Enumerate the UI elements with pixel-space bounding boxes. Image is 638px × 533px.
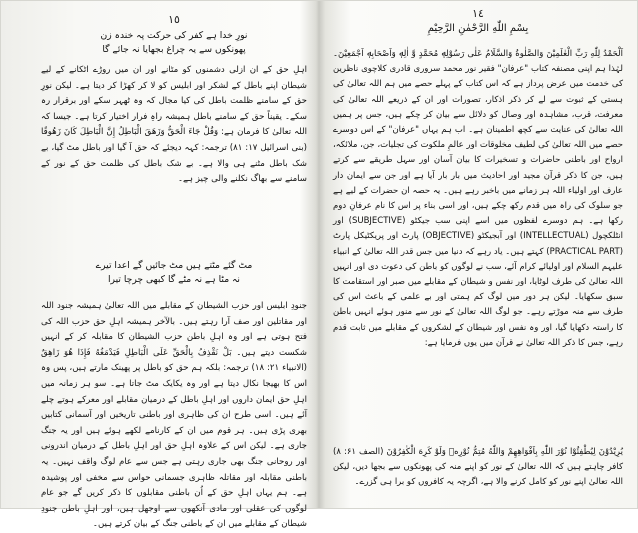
right-page (333, 7, 623, 504)
verse-line: مٹ گئے مٹتے ہیں مٹ جائیں گے اعدا تیرے (95, 260, 253, 271)
page-number: ١٤ (472, 7, 484, 20)
verse-line: نورِ خدا ہے کفر کی حرکت پہ خندہ زن (100, 30, 248, 41)
bismillah-heading: بِسْمِ اللّٰهِ الرَّحْمٰنِ الرَّحِيْمِ (427, 23, 529, 34)
body-paragraph: اَلْحَمْدُ لِلّٰهِ رَبِّ الْعٰلَمِيْنَ وَالصَّلٰوةُ وَالسَّلَامُ عَلٰى رَسُوْلِهٖ مُحَمَّدٍ وَّ اٰلِهٖ وَاَصْحَابِهٖ اَجْمَعِيْنَ۔ لہٰذا ہم اپنی مصنفہ کتاب "عرفان" فقیر نور محمد سروری قادری کلاچوی ناظرین کی خدمت میں عرض پرداز ہے کہ اس کتاب کے پہلے حصے میں ہم اللہ تعالیٰ کی ہستی کے ثبوت سے لے کر ذکر اذکار، تصورات اور ان کے ذریعے اللہ تعالیٰ کی معرفت، قرب، مشاہدہ اور وصال کو دلائل سے بیان کر چکے ہیں، جس پر ہمیں اللہ تعالیٰ کی عنایت سے کچھ اطمینان ہے۔ اب ہم یہاں "عرفان" کے اس دوسرے حصے میں اللہ تعالیٰ کی لطیف مخلوقات اور عالمِ ملکوت کی تجلیات، جن، ملائکہ، ارواح اور باطنی حاضرات و تسخیرات کا بیان آسان اور سہل طریقے سے کرتے ہیں، جن کا ذکر قرآن مجید اور احادیث میں بار بار آیا ہے اور جن سے ایمان دار عارف اور اولیاء اللہ ہر زمانے میں باخبر رہے ہیں۔ یہ حصہ ان حضرات کے لیے ہے جو سلوک کی راہ میں قدم رکھ چکے ہیں، اور اسی بناء پر اس کا نام عرفانِ دوم رکھا ہے۔ ہم دوسرے لفظوں میں اسے اپنی سب جیکٹو (SUBJECTIVE) اور انٹلکچول (INTELLECTUAL) اور آبجیکٹو (OBJECTIVE) پارٹ اور پریکٹیکل پارٹ (PRACTICAL PART) کہتے ہیں۔ یاد رہے کہ دنیا میں جس قدر اللہ تعالیٰ کے انبیاء علیہم السلام اور اولیائے کرام آئے، سب نے لوگوں کو باطن کی دعوت دی اور انہیں اللہ تعالیٰ کی طرف لوٹایا، اور نفس و شیطان کے مقابلے میں صبر اور استقامت کا سبق سکھایا۔ لیکن ہر دور میں لوگ کم ہمتی اور بے علمی کے باعث اس کی طرف سے منہ موڑتے رہے۔ جو لوگ اللہ تعالیٰ کے نور سے منور ہوئے انہیں باطن کا راستہ دکھایا گیا، اور وہ نفس اور شیطان کے لشکروں کے مقابلے میں ثابت قدم رہے، جس کا ذکر اللہ تعالیٰ نے قرآن میں یوں فرمایا ہے: (333, 49, 624, 348)
verse-line: نہ مٹا ہے نہ مٹے گا کبھی چرچا تیرا (108, 274, 240, 285)
page-number: ١٥ (168, 13, 180, 26)
body-paragraph: جنودِ ابلیس اور حزب الشیطان کے مقابلے میں اللہ تعالیٰ ہمیشہ جنود اللہ اور مقاتلین اور صف آرا رہتے ہیں۔ بالآخر ہمیشہ اہلِ حق حزب اللہ کی فتح ہوتی ہے اور وہ اہلِ باطن حزب الشیطان کا مقابلہ کر کے انہیں شکست دیتے ہیں۔ بَلْ نَقْذِفُ بِالْحَقِّ عَلَى الْبَاطِلِ فَيَدْمَغُهُ فَإِذَا هُوَ زَاهِقٌ (الانبیاء ۲۱: ۱۸) ترجمہ: بلکہ ہم حق کو باطل پر پھینک مارتے ہیں، پس وہ اس کا بھیجا نکال دیتا ہے اور وہ یکایک مٹ جاتا ہے۔ سو ہر زمانہ میں اہلِ حق ایمان داروں اور اہلِ باطل کے درمیان مقابلے اور معرکے ہوتے چلے آئے ہیں۔ اسی طرح ان کی ظاہری اور باطنی تاریخیں اور آسمانی کتابیں بھری پڑی ہیں۔ ہر قوم میں ان کے کارنامے لکھے ہوئے ہیں اور یہ جنگ جاری ہے۔ لیکن اس کے علاوہ اہلِ حق اور اہلِ باطل کے درمیان اندرونی اور روحانی جنگ بھی جاری رہتی ہے جس سے عام لوگ واقف نہیں۔ یہ باطنی مقابلہ اور مقاتلہ ظاہری جسمانی حواس سے مخفی اور پوشیدہ ہے۔ ہم یہاں اہلِ حق کے اُن باطنی مقابلوں کا ذکر کریں گے جو عام لوگوں کی عقلی اور مادی آنکھوں سے اوجھل ہیں، اور اہلِ باطن جنودِ شیطان کے مقابلے میں ان کے باطنی جنگ کے بیان کرتے ہیں۔ (41, 301, 307, 530)
left-page (41, 7, 307, 530)
verse-couplet (41, 259, 307, 287)
quran-verse-paragraph: يُرِيْدُوْنَ لِيُطْفِئُوْا نُوْرَ اللّٰهِ بِاَفْوَاهِهِمْ وَاللّٰهُ مُتِمُّ نُوْرِهٖ وَلَوْ كَرِهَ الْكٰفِرُوْنَ (الصف ۶۱: ۸) کافر چاہتے ہیں کہ اللہ تعالیٰ کے نور کو اپنے منہ کی پھونکوں سے بجھا دیں، لیکن اللہ تعالیٰ اپنے نور کو کامل کرنے والا ہے، اگرچہ یہ کافروں کو برا ہی گزرے۔ (333, 447, 623, 488)
verse-couplet (41, 29, 307, 57)
verse-line: پھونکوں سے یہ چراغ بجھایا نہ جائے گا (102, 44, 246, 55)
body-paragraph: اہلِ حق کے ان ازلی دشمنوں کو مٹانے اور ان میں روڑے اٹکانے کے لیے شیطان اپنے باطل کے لشکر اور ابلیس کو لا کر کھڑا کر دیتا ہے۔ لیکن نورِ حق کے سامنے ظلمت باطل کی کیا مجال کہ وہ ٹھہر سکے اور برقرار رہ سکے۔ یقیناً حق کے سامنے باطل ہمیشہ راہِ فرار اختیار کرتا ہے۔ جیسا کہ اللہ تعالیٰ کا فرمان ہے: وَقُلْ جَاءَ الْحَقُّ وَزَهَقَ الْبَاطِلُ إِنَّ الْبَاطِلَ كَانَ زَهُوقًا (بنی اسرائیل ۱۷: ۸۱) ترجمہ: کہہ دیجئے کہ حق آ گیا اور باطل مٹ گیا، بے شک باطل مٹنے ہی والا ہے۔ بے شک باطل کی ظلمت حق کے نور کے سامنے سے بھاگ نکلنے والی چیز ہے۔ (41, 65, 307, 185)
